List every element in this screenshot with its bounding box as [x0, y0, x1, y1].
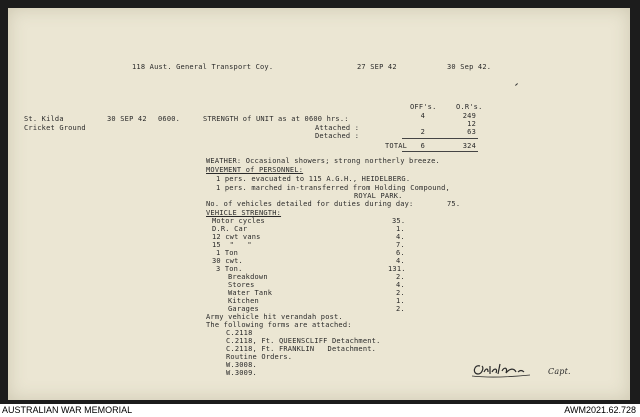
date-to: 30 Sep 42. [447, 63, 492, 71]
vehicle-name: Stores [228, 281, 255, 289]
total-rule [402, 138, 478, 139]
vehicle-count: 2. [396, 273, 405, 281]
entry-time: 0600. [158, 115, 181, 123]
attached-form: C.2118 [226, 329, 253, 337]
movement-title: MOVEMENT of PERSONNEL: [206, 166, 304, 174]
date-from: 27 SEP 42 [357, 63, 397, 71]
attached-label: Attached : [315, 124, 360, 132]
vehicle-count: 7. [396, 241, 405, 249]
total-label: TOTAL [385, 142, 408, 150]
movement-line-3: ROYAL PARK. [354, 192, 403, 200]
offrs-row-1: 4 [420, 112, 425, 120]
ors-row-2: 12 [467, 120, 476, 128]
attached-form: C.2118, Ft. QUEENSCLIFF Detachment. [226, 337, 381, 345]
signature-rank: Capt. [548, 367, 571, 376]
vehicle-name: 1 Ton [216, 249, 239, 257]
attached-form: W.3009. [226, 369, 257, 377]
vehicle-name: Water Tank [228, 289, 273, 297]
vehicle-strength-title: VEHICLE STRENGTH: [206, 209, 282, 217]
vehicle-name: Motor cycles [212, 217, 265, 225]
vehicle-name: 3 Ton. [216, 265, 243, 273]
notes-line-1: Army vehicle hit verandah post. [206, 313, 343, 321]
footer-left: AUSTRALIAN WAR MEMORIAL [2, 405, 133, 415]
total-ors: 324 [462, 142, 476, 150]
vehicle-count: 4. [396, 257, 405, 265]
vehicle-count: 4. [396, 281, 405, 289]
vehicle-count: 6. [396, 249, 405, 257]
ors-row-3: 63 [467, 128, 476, 136]
vehicle-count: 4. [396, 233, 405, 241]
attached-form: Routine Orders. [226, 353, 293, 361]
entry-date: 30 SEP 42 [107, 115, 147, 123]
attached-form: C.2118, Ft. FRANKLIN Detachment. [226, 345, 377, 353]
ors-header: O.R's. [456, 103, 483, 111]
handwritten-signature-icon [470, 358, 550, 380]
detached-label: Detached : [315, 132, 360, 140]
weather: WEATHER: Occasional showers; strong northerly breeze. [206, 157, 440, 165]
place-line-2: Cricket Ground [24, 124, 86, 132]
vehicle-name: D.R. Car [212, 225, 248, 233]
place-line-1: St. Kilda [24, 115, 64, 123]
vehicle-name: 15 " " [212, 241, 252, 249]
vehicles-detailed-label: No. of vehicles detailed for duties during day: [206, 200, 414, 208]
footer-bar [0, 404, 640, 417]
vehicle-name: 12 cwt vans [212, 233, 261, 241]
vehicle-count: 1. [396, 297, 405, 305]
vehicle-count: 2. [396, 289, 405, 297]
vehicle-name: Kitchen [228, 297, 259, 305]
ors-row-1: 249 [462, 112, 476, 120]
total-offrs: 6 [420, 142, 425, 150]
movement-line-1: 1 pers. evacuated to 115 A.G.H., HEIDELBERG. [216, 175, 411, 183]
total-underline [402, 151, 478, 152]
attached-form: W.3008. [226, 361, 257, 369]
vehicle-count: 2. [396, 305, 405, 313]
movement-line-2: 1 pers. marched in-transferred from Holding Compound, [216, 184, 450, 192]
vehicle-count: 131. [388, 265, 406, 273]
notes-line-2: The following forms are attached: [206, 321, 352, 329]
vehicles-detailed-value: 75. [447, 200, 461, 208]
footer-right: AWM2021.62.728 [564, 405, 636, 415]
strength-title: STRENGTH of UNIT as at 0600 hrs.: [203, 115, 349, 123]
offrs-header: OFF's. [410, 103, 437, 111]
vehicle-name: 30 cwt. [212, 257, 243, 265]
vehicle-name: Breakdown [228, 273, 268, 281]
vehicle-count: 1. [396, 225, 405, 233]
offrs-row-3: 2 [420, 128, 425, 136]
vehicle-count: 35. [392, 217, 406, 225]
vehicle-name: Garages [228, 305, 259, 313]
unit-name: 118 Aust. General Transport Coy. [132, 63, 274, 71]
